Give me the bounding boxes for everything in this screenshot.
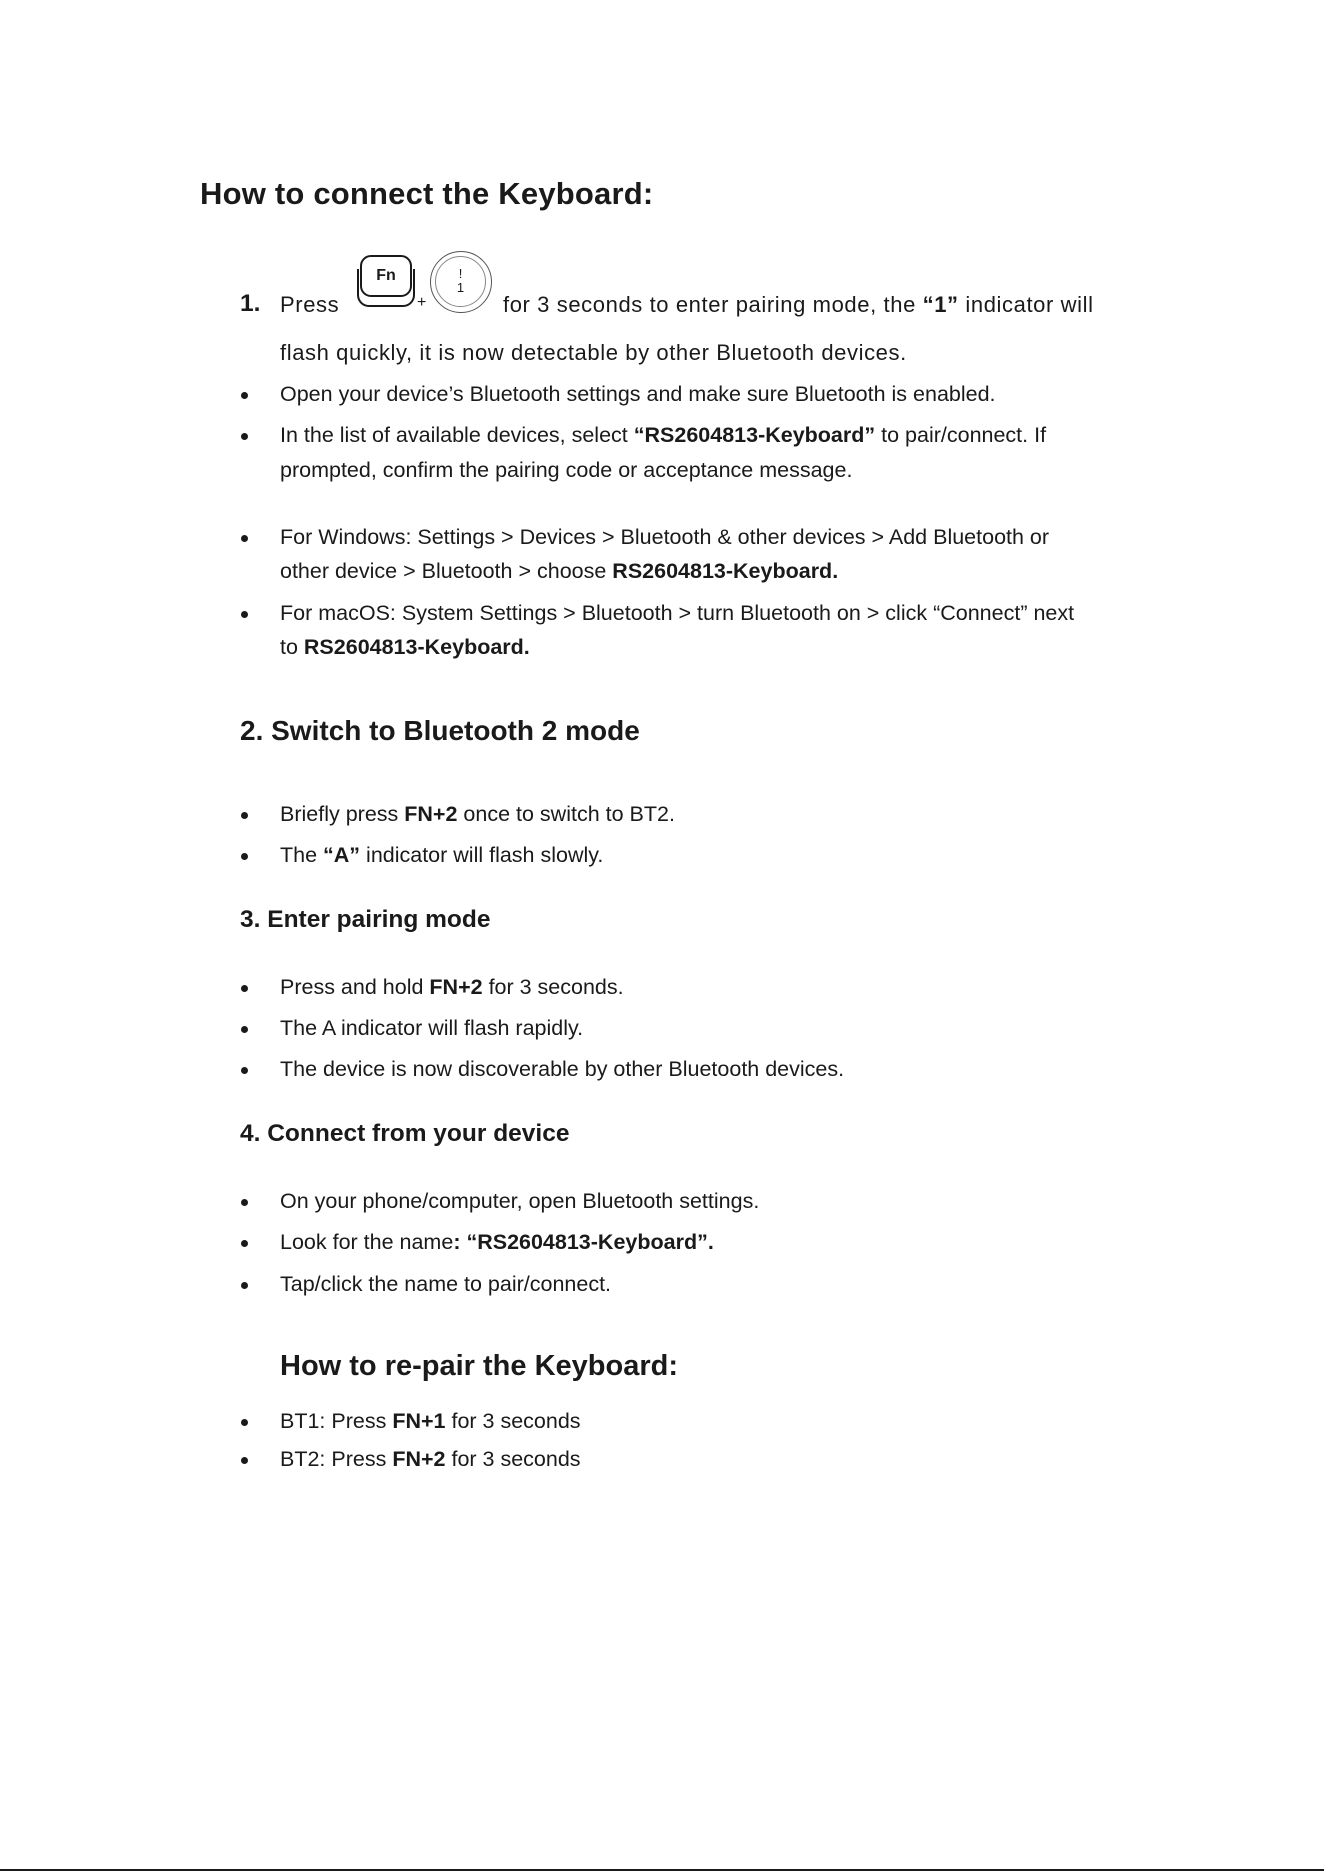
step4-bullet3: Tap/click the name to pair/connect. [280, 1272, 612, 1296]
s4b2-a: Look for the name [280, 1230, 454, 1254]
bullet-macos-line2 [280, 635, 530, 660]
bullet-dot [241, 985, 248, 992]
s3b1-bold: FN+2 [429, 975, 483, 999]
fn-key-icon [357, 255, 415, 309]
step3-heading: 3. Enter pairing mode [240, 906, 491, 933]
rb2-b: for 3 seconds [445, 1447, 581, 1471]
bullet-dot [241, 611, 248, 618]
bullet-dot [241, 1419, 248, 1426]
bullet-dot [241, 853, 248, 860]
bullet-dot [241, 1282, 248, 1289]
b3-device-name: RS2604813-Keyboard. [612, 559, 839, 583]
bullet-select-device-line1 [280, 423, 1046, 448]
step1-line2: flash quickly, it is now detectable by other Bluetooth devices. [280, 340, 907, 365]
repair-bullet1 [280, 1409, 581, 1434]
step4-bullet1: On your phone/computer, open Bluetooth settings. [280, 1189, 760, 1213]
step4-heading: 4. Connect from your device [240, 1120, 570, 1147]
step1-indicator: “1” [922, 292, 959, 317]
bullet-dot [241, 1026, 248, 1033]
step2-heading: 2. Switch to Bluetooth 2 mode [240, 715, 640, 746]
step1-line1 [503, 292, 1094, 318]
step1-press-text: Press [280, 292, 340, 317]
fn-key-label: Fn [360, 255, 412, 297]
rb2-bold: FN+2 [392, 1447, 446, 1471]
step4-bullet2 [280, 1230, 714, 1255]
b2-text-b: to pair/connect. If [875, 423, 1047, 447]
bullet-dot [241, 1240, 248, 1247]
rb1-bold: FN+1 [392, 1409, 446, 1433]
b2-text-a: In the list of available devices, select [280, 423, 634, 447]
b2-device-name: “RS2604813-Keyboard” [633, 423, 876, 447]
plus-sign: + [417, 294, 427, 311]
step1-number: 1. [240, 290, 261, 317]
bullet-select-device-line2: prompted, confirm the pairing code or acceptance message. [280, 458, 853, 482]
step2-bullet1 [280, 802, 675, 827]
step2-bullet2 [280, 843, 603, 868]
one-key-top: ! [458, 266, 463, 281]
one-key-inner [435, 256, 486, 307]
s3b1-a: Press and hold [280, 975, 430, 999]
rb1-a: BT1: Press [280, 1409, 393, 1433]
one-key-icon [430, 251, 492, 313]
bullet-dot [241, 1067, 248, 1074]
bullet-dot [241, 433, 248, 440]
s3b1-b: for 3 seconds. [482, 975, 624, 999]
s2b2-bold: “A” [323, 843, 361, 867]
s2b1-bold: FN+2 [404, 802, 458, 826]
s2b2-b: indicator will flash slowly. [360, 843, 604, 867]
rb2-a: BT2: Press [280, 1447, 393, 1471]
bullet-dot [241, 535, 248, 542]
step3-bullet1 [280, 975, 624, 1000]
step3-bullet2: The A indicator will flash rapidly. [280, 1016, 584, 1040]
bullet-dot [241, 392, 248, 399]
s2b1-b: once to switch to BT2. [457, 802, 675, 826]
b3-text-a: other device > Bluetooth > choose [280, 559, 613, 583]
bullet-windows-line2 [280, 559, 838, 584]
s2b2-a: The [280, 843, 324, 867]
rb1-b: for 3 seconds [445, 1409, 581, 1433]
step1-text-b: indicator will [958, 292, 1094, 317]
step3-bullet3: The device is now discoverable by other Bluetooth devices. [280, 1057, 845, 1081]
s4b2-bold: : “RS2604813-Keyboard”. [453, 1230, 714, 1254]
b4-device-name: RS2604813-Keyboard. [303, 635, 530, 659]
b4-text-a: to [280, 635, 304, 659]
one-key-bottom: 1 [456, 280, 465, 295]
bullet-bluetooth-enabled: Open your device’s Bluetooth settings and make sure Bluetooth is enabled. [280, 382, 996, 406]
page-title: How to connect the Keyboard: [200, 176, 654, 211]
repair-bullet2 [280, 1447, 581, 1472]
step1-text-a: for 3 seconds to enter pairing mode, the [503, 292, 923, 317]
s2b1-a: Briefly press [280, 802, 405, 826]
bullet-macos-line1: For macOS: System Settings > Bluetooth > turn Bluetooth on > click “Connect” next [280, 601, 1075, 625]
bullet-windows-line1: For Windows: Settings > Devices > Bluetooth & other devices > Add Bluetooth or [280, 525, 1050, 549]
bullet-dot [241, 1457, 248, 1464]
repair-heading: How to re-pair the Keyboard: [280, 1350, 678, 1382]
bullet-dot [241, 812, 248, 819]
bullet-dot [241, 1199, 248, 1206]
page-bottom-rule [0, 1869, 1324, 1871]
